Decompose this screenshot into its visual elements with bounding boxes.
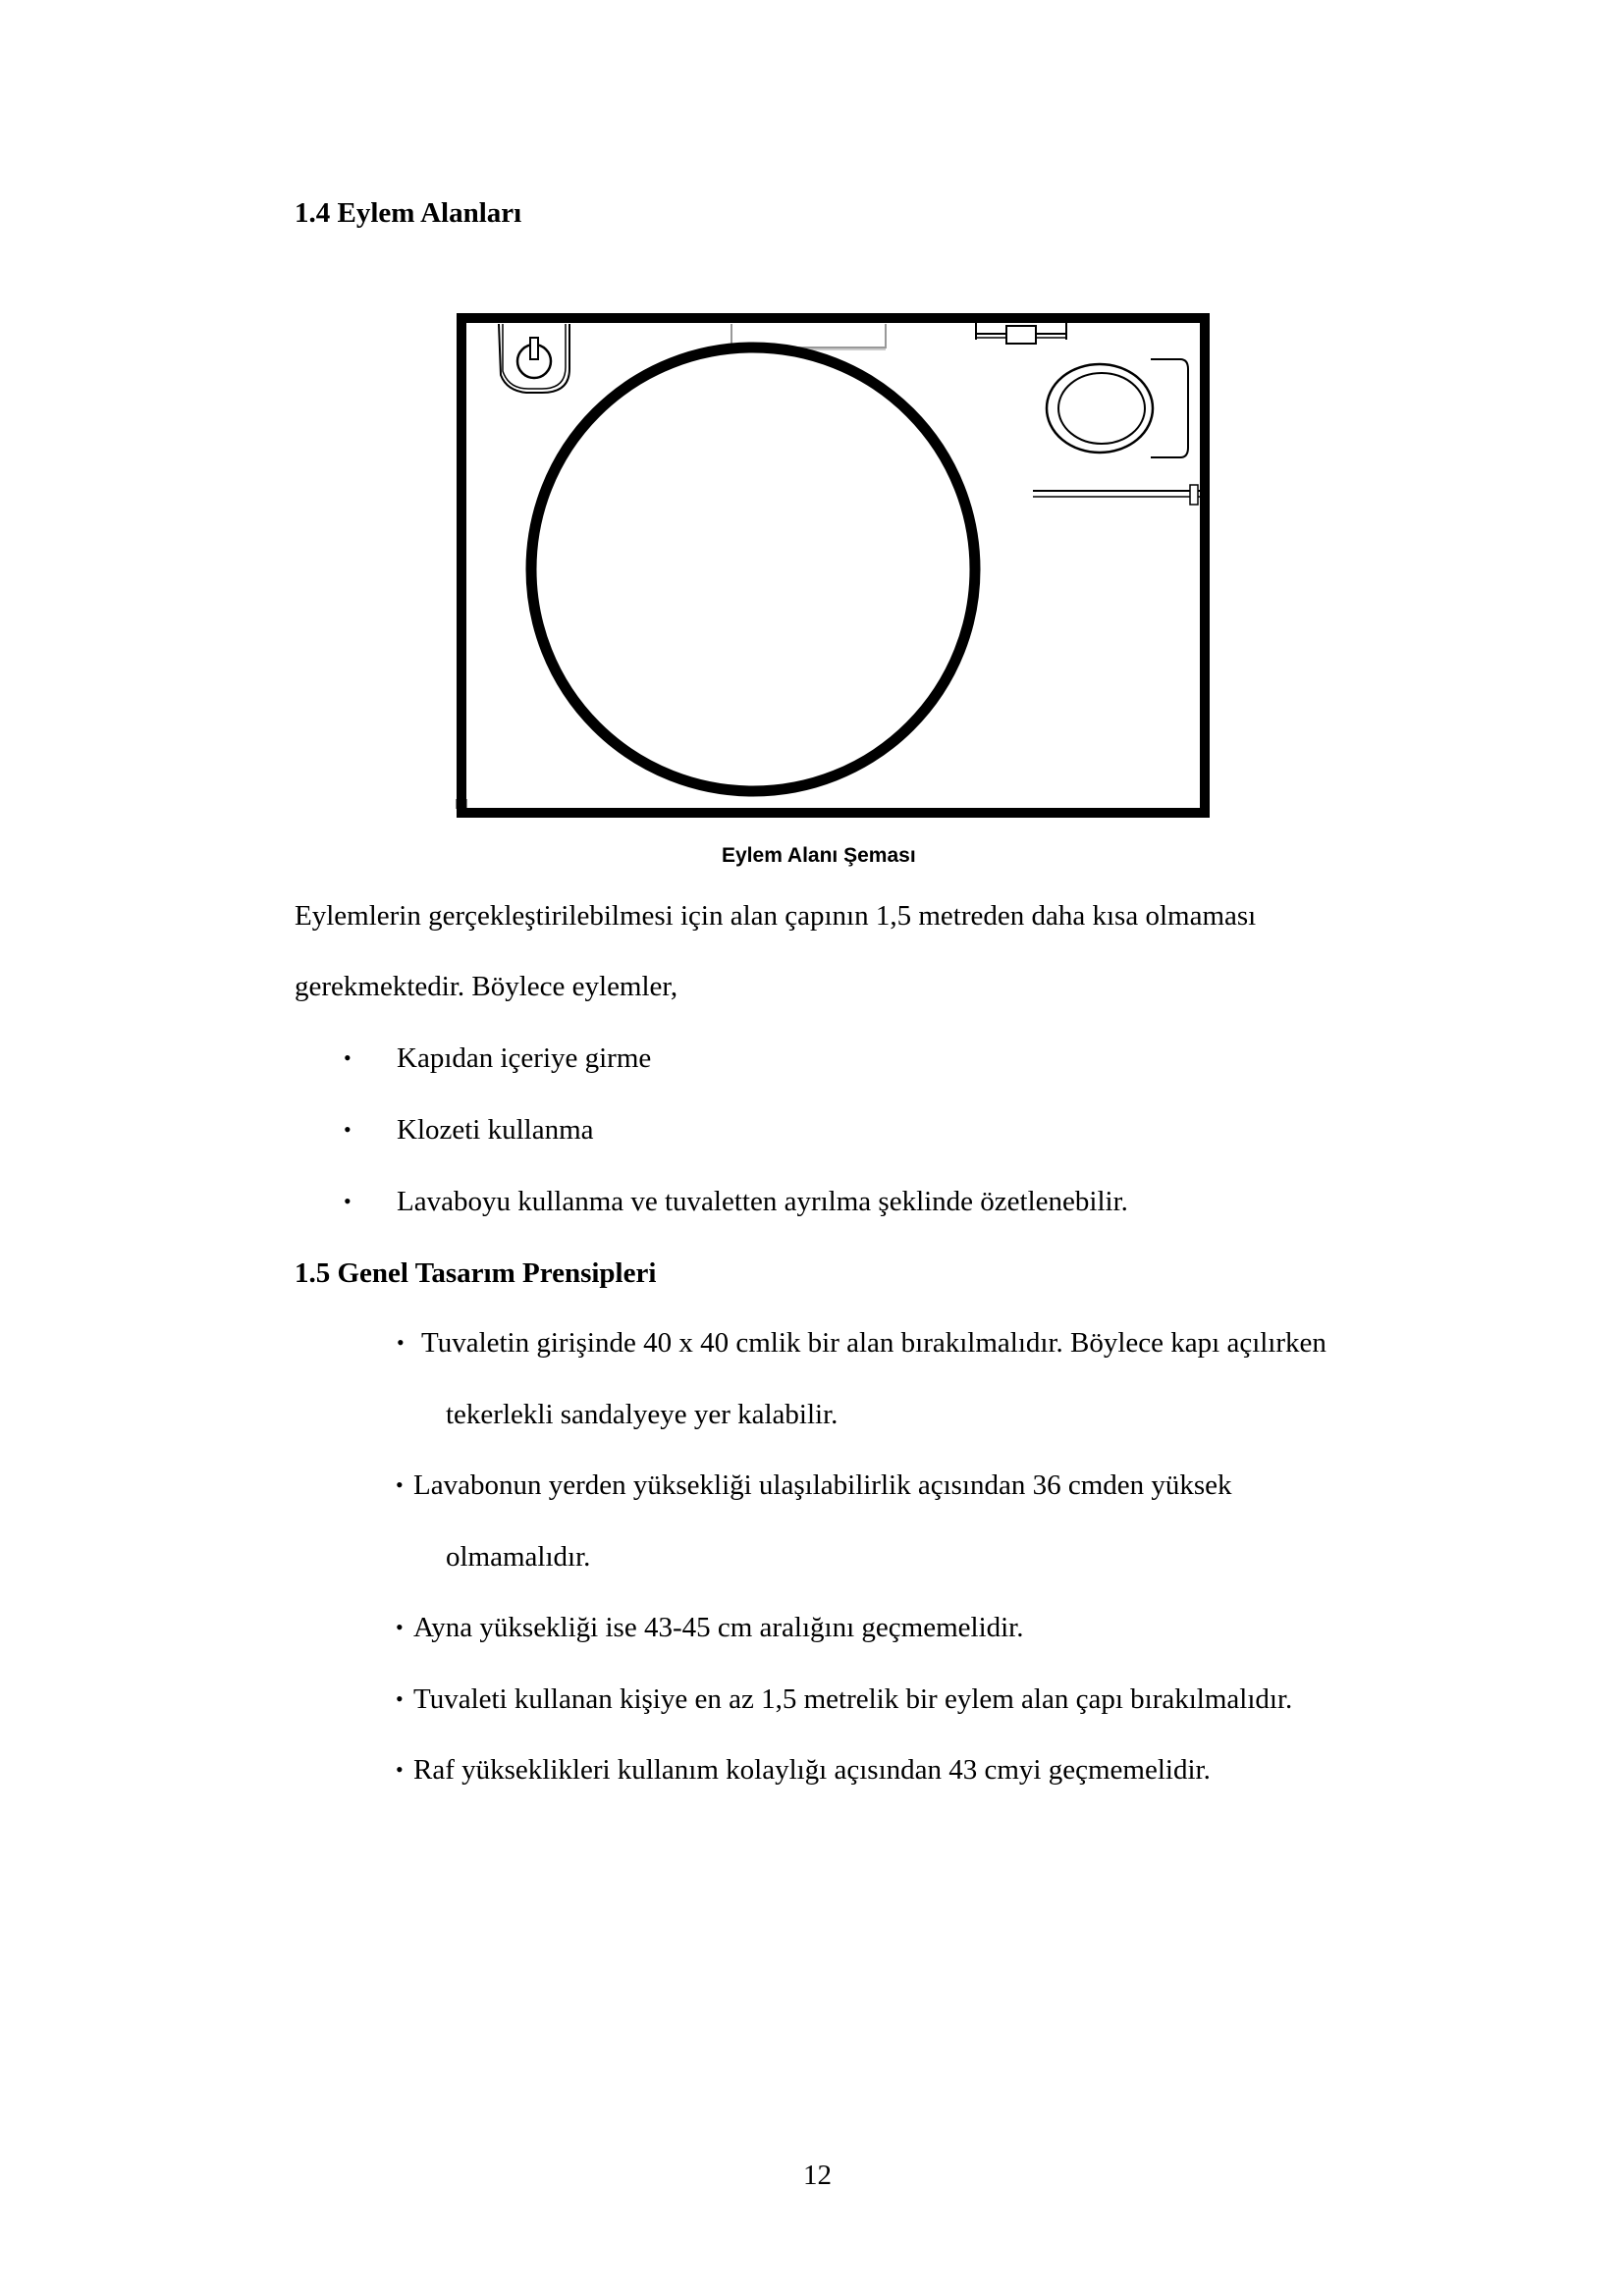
list-bullet: •: [396, 1686, 404, 1711]
list-bullet: •: [344, 1045, 352, 1070]
list-item-continuation: tekerlekli sandalyeye yer kalabilir.: [446, 1399, 839, 1430]
paragraph-line-2: gerekmektedir. Böylece eylemler,: [295, 971, 678, 1002]
list-item: Klozeti kullanma: [397, 1114, 594, 1146]
list-bullet: •: [344, 1189, 352, 1213]
list-item: Lavabonun yerden yüksekliği ulaşılabilirlik açısından 36 cmden yüksek: [413, 1469, 1232, 1501]
turning-circle: [531, 347, 975, 791]
list-item: Tuvaletin girişinde 40 x 40 cmlik bir alan bırakılmalıdır. Böylece kapı açılırken: [421, 1327, 1326, 1359]
figure-caption: Eylem Alanı Şeması: [722, 844, 916, 867]
list-bullet: •: [396, 1615, 404, 1639]
section-heading-1-5: 1.5 Genel Tasarım Prensipleri: [295, 1257, 657, 1289]
section-heading-1-4: 1.4 Eylem Alanları: [295, 197, 522, 229]
list-bullet: •: [396, 1472, 404, 1497]
floor-plan-figure: [454, 312, 1212, 821]
list-item: Lavaboyu kullanma ve tuvaletten ayrılma şeklinde özetlenebilir.: [397, 1186, 1128, 1217]
list-item: Ayna yüksekliği ise 43-45 cm aralığını geçmemelidir.: [413, 1612, 1024, 1643]
list-bullet: •: [396, 1757, 404, 1782]
list-item: Kapıdan içeriye girme: [397, 1042, 652, 1074]
list-item: Raf yükseklikleri kullanım kolaylığı açısından 43 cmyi geçmemelidir.: [413, 1754, 1211, 1786]
list-bullet: •: [344, 1117, 352, 1142]
paper-holder-icon: [976, 322, 1066, 344]
paragraph-line-1: Eylemlerin gerçekleştirilebilmesi için alan çapının 1,5 metreden daha kısa olmaması: [295, 900, 1257, 932]
grab-bar-icon: [1033, 485, 1200, 505]
list-item-continuation: olmamalıdır.: [446, 1541, 591, 1573]
sink-icon: [499, 324, 569, 393]
list-bullet: •: [397, 1330, 405, 1355]
list-item: Tuvaleti kullanan kişiye en az 1,5 metrelik bir eylem alan çapı bırakılmalıdır.: [413, 1683, 1293, 1715]
toilet-icon: [1047, 359, 1188, 457]
page-number: 12: [803, 2160, 832, 2191]
